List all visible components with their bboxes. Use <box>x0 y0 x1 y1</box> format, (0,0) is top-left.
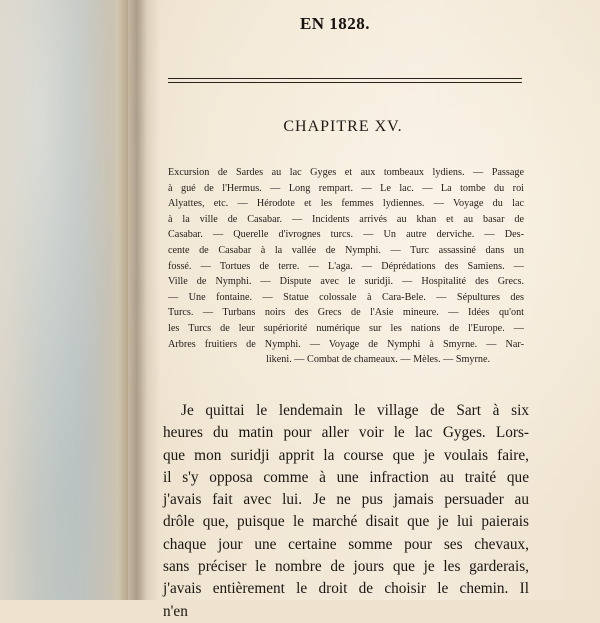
left-page-blurred <box>0 0 128 600</box>
summary-line: fossé. — Tortues de terre. — L'aga. — Déprédations des Samiens. — <box>168 260 524 272</box>
summary-line: Casabar. — Querelle d'ivrognes turcs. — Un autre derviche. — Des- <box>168 229 524 241</box>
header-rule-top <box>168 78 522 79</box>
running-head: EN 1828. <box>299 14 371 33</box>
body-line: sans préciser le nombre de jours que je les garderais, <box>163 558 529 576</box>
summary-line: cente de Casabar à la vallée de Nymphi. — Turc assassiné dans un <box>168 244 524 256</box>
book-gutter <box>118 0 160 600</box>
body-line: Je quittai le lendemain le village de Sart à six <box>181 402 529 419</box>
body-line: j'avais fait avec lui. Je ne pus jamais persuader au <box>163 491 529 509</box>
header-rule-bottom <box>168 82 522 83</box>
body-line: drôle que, puisque le marché disait que je lui paierais <box>163 513 529 531</box>
body-line: heures du matin pour aller voir le lac Gyges. Lors- <box>163 424 529 442</box>
summary-line: Turcs. — Turbans noirs des Grecs de l'Asie mineure. — Idées qu'ont <box>168 307 524 319</box>
summary-line: likeni. — Combat de chameaux. — Mèles. — Smyrne. <box>266 354 491 366</box>
body-line: chaque jour une certaine somme pour ses chevaux, <box>163 535 529 553</box>
summary-line: à gué de l'Hermus. — Long rempart. — Le lac. — La tombe du roi <box>168 182 524 194</box>
summary-line: Ville de Nymphi. — Dispute avec le suridji. — Hospitalité des Grecs. <box>168 276 524 288</box>
body-line-cut-off: n'en <box>163 602 188 620</box>
body-paragraph <box>163 400 529 620</box>
summary-line: Alyattes, etc. — Hérodote et les femmes lydiennes. — Voyage du lac <box>168 198 524 210</box>
chapter-summary <box>168 165 524 368</box>
summary-line: à la ville de Casabar. — Incidents arrivés au khan et au basar de <box>168 213 524 225</box>
body-line: j'avais entièrement le droit de choisir le chemin. Il <box>163 580 529 598</box>
summary-line: Arbres fruitiers de Nymphi. — Voyage de Nymphi à Smyrne. — Nar- <box>168 338 524 350</box>
chapter-title: CHAPITRE XV. <box>283 118 403 135</box>
summary-line: les Turcs de leur supériorité numérique sur les nations de l'Europe. — <box>168 322 524 334</box>
summary-line: Excursion de Sardes au lac Gyges et aux tombeaux lydiens. — Passage <box>168 167 524 178</box>
summary-line: — Une fontaine. — Statue colossale à Cara-Bele. — Sépultures des <box>168 291 524 303</box>
body-line: il s'y opposa comme à une infraction au traité que <box>163 468 529 486</box>
body-line: que mon suridji apprit la course que je voulais faire, <box>163 446 529 464</box>
